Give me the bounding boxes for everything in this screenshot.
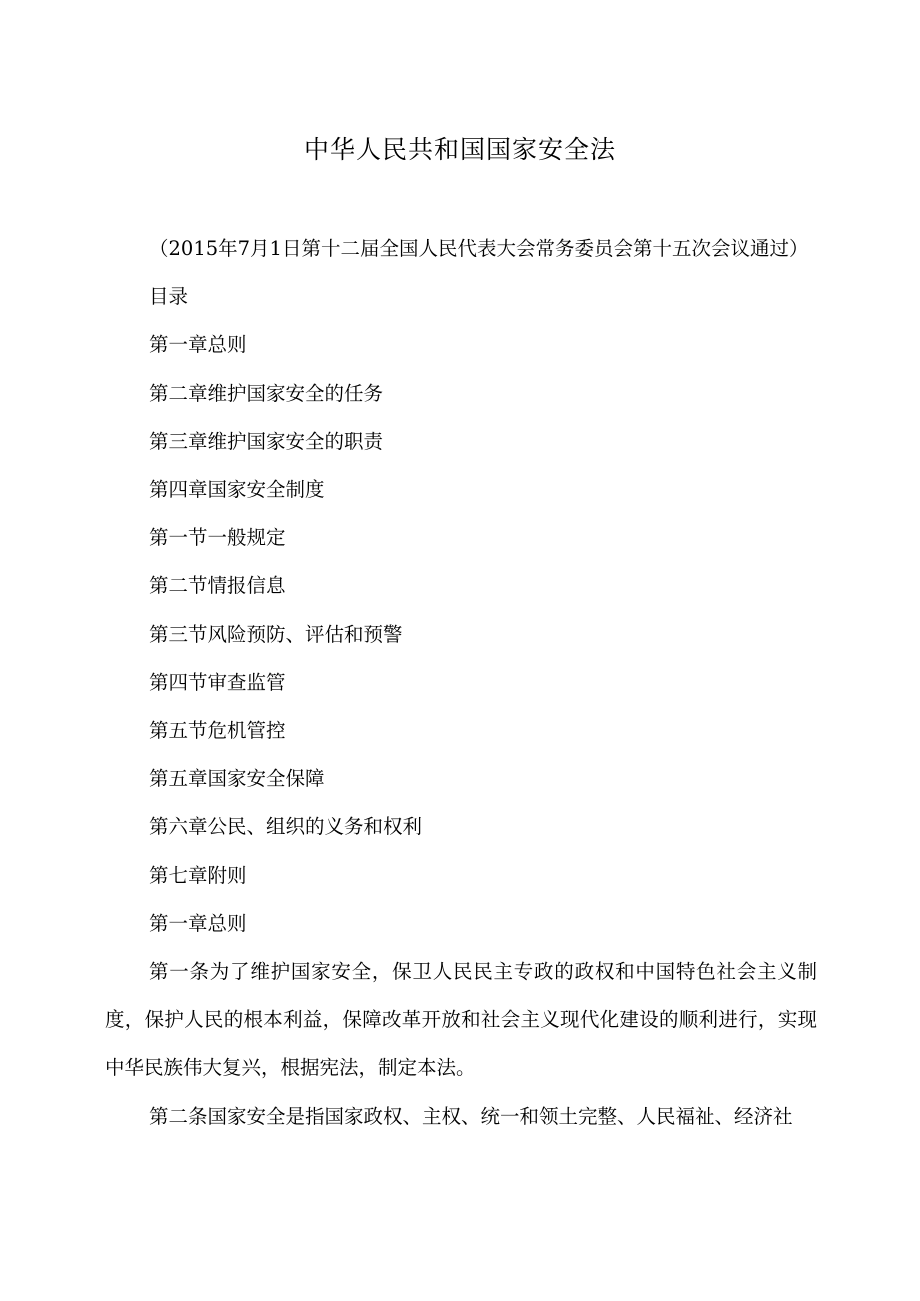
toc-item-chapter-7: 第七章附则 [149, 863, 247, 887]
document-title: 中华人民共和国国家安全法 [303, 135, 616, 164]
toc-item-section-4: 第四节审查监管 [149, 670, 286, 694]
toc-heading: 目录 [149, 285, 189, 309]
toc-item-chapter-5: 第五章国家安全保障 [149, 767, 325, 791]
toc-item-section-1: 第一节一般规定 [149, 526, 286, 550]
toc-item-chapter-1: 第一章总则 [149, 333, 247, 357]
toc-item-section-2: 第二节情报信息 [149, 574, 286, 598]
toc-item-chapter-2: 第二章维护国家安全的任务 [149, 381, 384, 405]
toc-item-chapter-6: 第六章公民、组织的义务和权利 [149, 815, 423, 839]
article-2: 第二条国家安全是指国家政权、主权、统一和领土完整、人民福祉、经济社 [149, 1104, 793, 1128]
article-1: 第一条为了维护国家安全，保卫人民民主专政的政权和中国特色社会主义制度，保护人民的根本利益，保障改革开放和社会主义现代化建设的顺利进行，实现中华民族伟大复兴，根据宪法，制定本法。 [105, 960, 817, 1080]
toc-item-section-5: 第五节危机管控 [149, 719, 286, 743]
toc-item-chapter-3: 第三章维护国家安全的职责 [149, 429, 384, 453]
toc-item-section-3: 第三节风险预防、评估和预警 [149, 622, 403, 646]
document-body [105, 225, 817, 1141]
adoption-note: （2015年7月1日第十二届全国人民代表大会常务委员会第十五次会议通过） [149, 237, 809, 260]
toc-item-chapter-4: 第四章国家安全制度 [149, 478, 325, 502]
chapter-heading: 第一章总则 [149, 911, 247, 935]
